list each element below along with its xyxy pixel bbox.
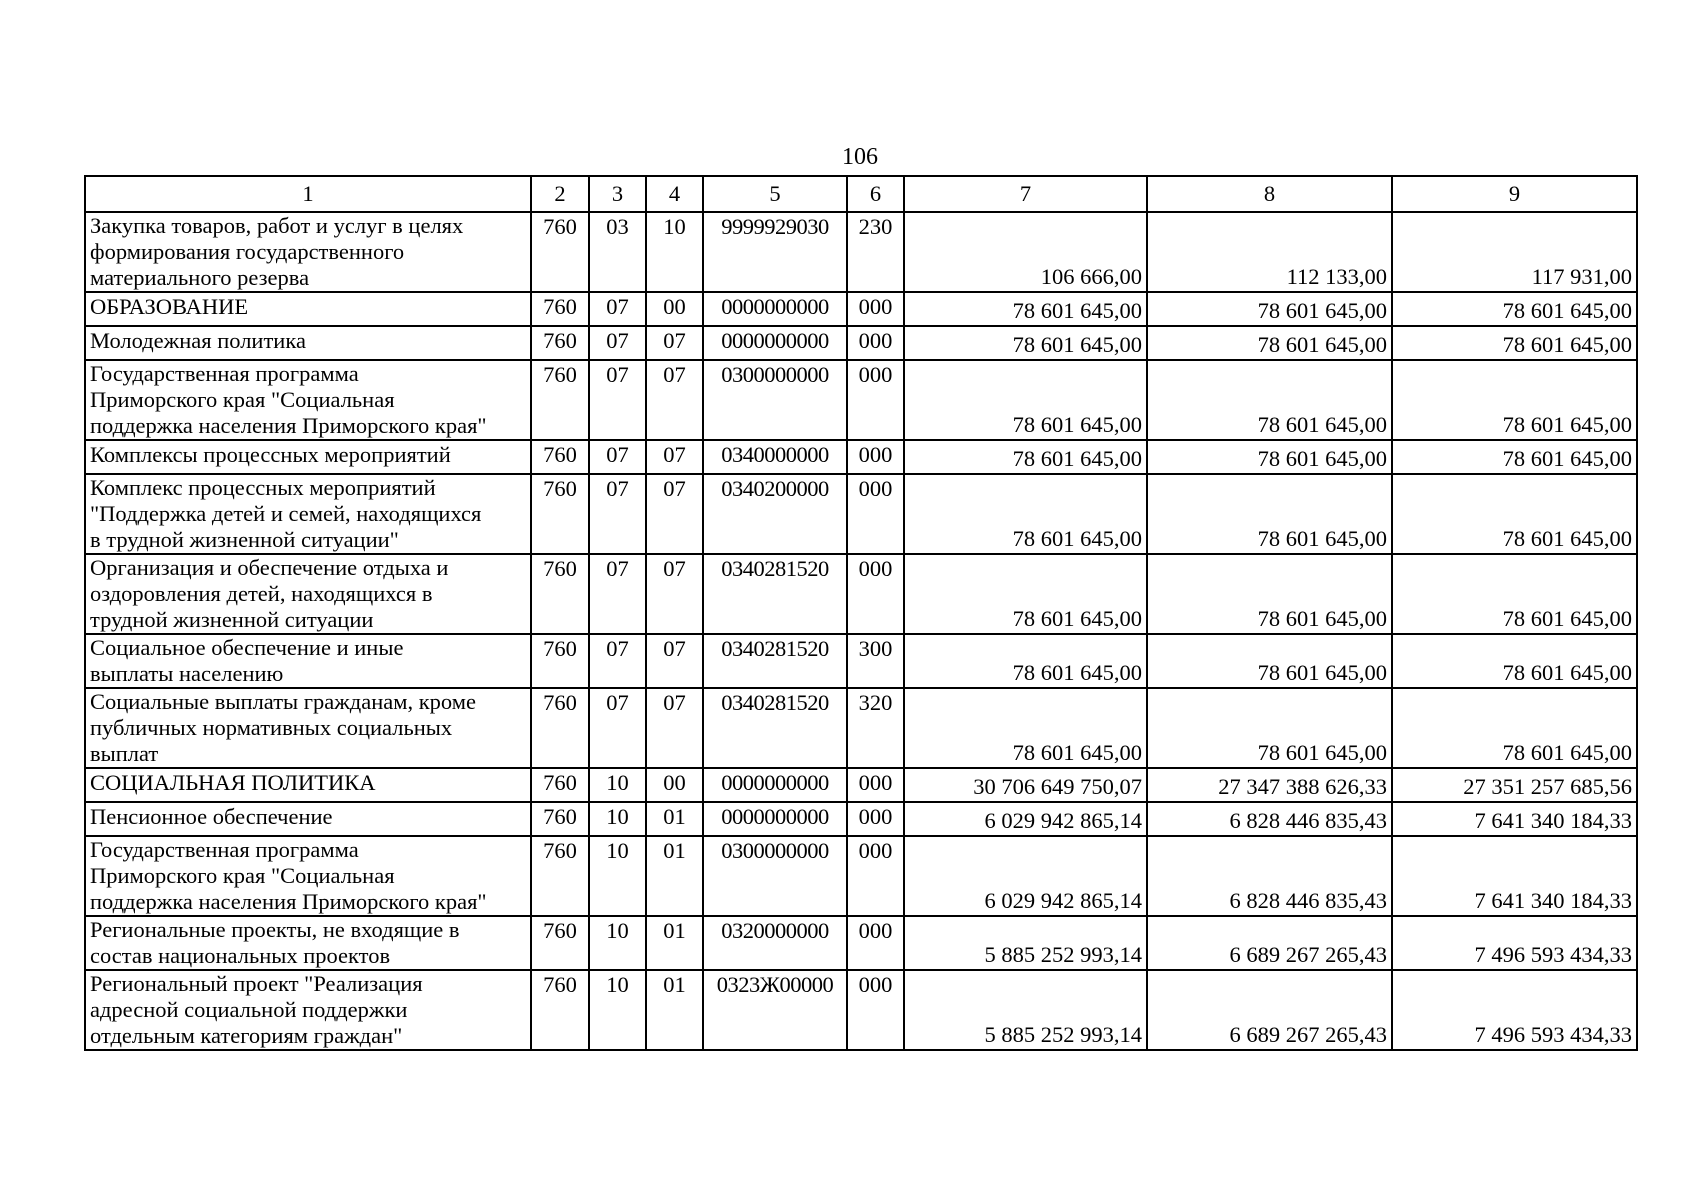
code-column-2: 760 <box>531 440 589 474</box>
row-name-line: Молодежная политика <box>90 328 306 353</box>
code-column-5: 0340281520 <box>703 554 847 634</box>
row-name-line: материального резерва <box>90 265 310 290</box>
code-column-5: 0000000000 <box>703 292 847 326</box>
row-name-line: Социальное обеспечение и иные <box>90 635 404 660</box>
code-column-4: 10 <box>646 212 703 292</box>
code-column-4: 07 <box>646 474 703 554</box>
row-name-line: Комплекс процессных мероприятий <box>90 475 436 500</box>
row-name-cell <box>85 474 531 554</box>
code-column-3: 10 <box>589 836 646 916</box>
code-column-5: 0340200000 <box>703 474 847 554</box>
amount-column-9: 78 601 645,00 <box>1392 326 1637 360</box>
amount-column-9: 27 351 257 685,56 <box>1392 768 1637 802</box>
code-column-3: 07 <box>589 554 646 634</box>
code-column-3: 10 <box>589 970 646 1050</box>
row-name-line: Приморского края "Социальная <box>90 863 395 888</box>
code-column-5: 0340281520 <box>703 688 847 768</box>
row-name-line: выплат <box>90 741 159 766</box>
amount-column-9: 78 601 645,00 <box>1392 360 1637 440</box>
amount-column-8: 6 689 267 265,43 <box>1147 916 1392 970</box>
table-row <box>85 634 1637 688</box>
table-row <box>85 688 1637 768</box>
code-column-4: 00 <box>646 292 703 326</box>
row-name-cell <box>85 916 531 970</box>
code-column-5: 0000000000 <box>703 326 847 360</box>
code-column-6: 000 <box>847 916 904 970</box>
table-row <box>85 440 1637 474</box>
code-column-6: 300 <box>847 634 904 688</box>
amount-column-9: 117 931,00 <box>1392 212 1637 292</box>
amount-column-7: 5 885 252 993,14 <box>904 970 1147 1050</box>
amount-column-7: 6 029 942 865,14 <box>904 836 1147 916</box>
row-name-cell <box>85 360 531 440</box>
amount-column-7: 78 601 645,00 <box>904 326 1147 360</box>
amount-column-8: 78 601 645,00 <box>1147 440 1392 474</box>
code-column-4: 07 <box>646 634 703 688</box>
code-column-5: 0000000000 <box>703 768 847 802</box>
row-name-line: Региональные проекты, не входящие в <box>90 917 460 942</box>
amount-column-8: 78 601 645,00 <box>1147 688 1392 768</box>
row-name-cell <box>85 688 531 768</box>
code-column-6: 320 <box>847 688 904 768</box>
code-column-4: 07 <box>646 554 703 634</box>
row-name-line: трудной жизненной ситуации <box>90 607 374 632</box>
amount-column-7: 78 601 645,00 <box>904 440 1147 474</box>
table-row <box>85 916 1637 970</box>
code-column-5: 0000000000 <box>703 802 847 836</box>
code-column-6: 230 <box>847 212 904 292</box>
page-number: 106 <box>842 144 878 170</box>
row-name-line: Комплексы процессных мероприятий <box>90 442 451 467</box>
amount-column-9: 78 601 645,00 <box>1392 440 1637 474</box>
row-name-line: публичных нормативных социальных <box>90 715 453 740</box>
code-column-4: 07 <box>646 688 703 768</box>
code-column-4: 00 <box>646 768 703 802</box>
code-column-2: 760 <box>531 554 589 634</box>
column-header-1: 1 <box>85 176 531 212</box>
amount-column-7: 6 029 942 865,14 <box>904 802 1147 836</box>
code-column-3: 10 <box>589 768 646 802</box>
row-name-cell <box>85 768 531 802</box>
amount-column-8: 78 601 645,00 <box>1147 326 1392 360</box>
row-name-line: выплаты населению <box>90 661 284 686</box>
column-header-7: 7 <box>904 176 1147 212</box>
code-column-6: 000 <box>847 768 904 802</box>
row-name-line: Закупка товаров, работ и услуг в целях <box>90 213 464 238</box>
code-column-5: 0300000000 <box>703 360 847 440</box>
row-name-line: Пенсионное обеспечение <box>90 804 333 829</box>
row-name-line: отдельным категориям граждан" <box>90 1023 403 1048</box>
table-row <box>85 970 1637 1050</box>
amount-column-8: 112 133,00 <box>1147 212 1392 292</box>
code-column-4: 01 <box>646 836 703 916</box>
amount-column-8: 6 828 446 835,43 <box>1147 802 1392 836</box>
code-column-2: 760 <box>531 802 589 836</box>
amount-column-9: 78 601 645,00 <box>1392 292 1637 326</box>
code-column-2: 760 <box>531 360 589 440</box>
table-row <box>85 326 1637 360</box>
row-name-cell <box>85 440 531 474</box>
column-header-2: 2 <box>531 176 589 212</box>
code-column-2: 760 <box>531 212 589 292</box>
table-row <box>85 554 1637 634</box>
code-column-2: 760 <box>531 768 589 802</box>
row-name-line: в трудной жизненной ситуации" <box>90 527 399 552</box>
amount-column-8: 78 601 645,00 <box>1147 360 1392 440</box>
row-name-cell <box>85 634 531 688</box>
row-name-line: поддержка населения Приморского края" <box>90 889 487 914</box>
code-column-6: 000 <box>847 554 904 634</box>
code-column-3: 07 <box>589 474 646 554</box>
column-header-3: 3 <box>589 176 646 212</box>
row-name-cell <box>85 970 531 1050</box>
row-name-line: поддержка населения Приморского края" <box>90 413 487 438</box>
code-column-6: 000 <box>847 970 904 1050</box>
header-row <box>85 176 1637 212</box>
amount-column-8: 6 689 267 265,43 <box>1147 970 1392 1050</box>
row-name-line: "Поддержка детей и семей, находящихся <box>90 501 482 526</box>
code-column-3: 07 <box>589 292 646 326</box>
amount-column-9: 7 641 340 184,33 <box>1392 802 1637 836</box>
amount-column-7: 30 706 649 750,07 <box>904 768 1147 802</box>
amount-column-7: 78 601 645,00 <box>904 554 1147 634</box>
code-column-4: 07 <box>646 440 703 474</box>
code-column-6: 000 <box>847 474 904 554</box>
amount-column-8: 78 601 645,00 <box>1147 474 1392 554</box>
code-column-2: 760 <box>531 916 589 970</box>
row-name-line: Региональный проект "Реализация <box>90 971 423 996</box>
column-header-8: 8 <box>1147 176 1392 212</box>
table-row <box>85 212 1637 292</box>
amount-column-9: 7 496 593 434,33 <box>1392 916 1637 970</box>
amount-column-8: 6 828 446 835,43 <box>1147 836 1392 916</box>
code-column-3: 07 <box>589 688 646 768</box>
code-column-5: 0340000000 <box>703 440 847 474</box>
code-column-5: 9999929030 <box>703 212 847 292</box>
table-row <box>85 292 1637 326</box>
amount-column-9: 7 641 340 184,33 <box>1392 836 1637 916</box>
table-row <box>85 474 1637 554</box>
code-column-6: 000 <box>847 836 904 916</box>
table-row <box>85 768 1637 802</box>
row-name-cell <box>85 802 531 836</box>
amount-column-7: 78 601 645,00 <box>904 360 1147 440</box>
code-column-2: 760 <box>531 634 589 688</box>
amount-column-7: 78 601 645,00 <box>904 292 1147 326</box>
row-name-cell <box>85 554 531 634</box>
code-column-3: 03 <box>589 212 646 292</box>
code-column-2: 760 <box>531 688 589 768</box>
code-column-2: 760 <box>531 326 589 360</box>
row-name-line: ОБРАЗОВАНИЕ <box>90 294 249 319</box>
row-name-line: Приморского края "Социальная <box>90 387 395 412</box>
row-name-line: оздоровления детей, находящихся в <box>90 581 433 606</box>
table-body <box>85 212 1637 1050</box>
row-name-line: адресной социальной поддержки <box>90 997 408 1022</box>
code-column-5: 0340281520 <box>703 634 847 688</box>
row-name-line: формирования государственного <box>90 239 405 264</box>
table-row <box>85 802 1637 836</box>
code-column-5: 0323Ж00000 <box>703 970 847 1050</box>
amount-column-9: 78 601 645,00 <box>1392 554 1637 634</box>
code-column-3: 07 <box>589 326 646 360</box>
amount-column-8: 78 601 645,00 <box>1147 292 1392 326</box>
amount-column-9: 78 601 645,00 <box>1392 634 1637 688</box>
row-name-line: Государственная программа <box>90 837 359 862</box>
code-column-5: 0300000000 <box>703 836 847 916</box>
budget-table <box>84 175 1638 1051</box>
amount-column-7: 78 601 645,00 <box>904 688 1147 768</box>
code-column-6: 000 <box>847 440 904 474</box>
amount-column-8: 78 601 645,00 <box>1147 634 1392 688</box>
code-column-3: 07 <box>589 440 646 474</box>
column-header-6: 6 <box>847 176 904 212</box>
row-name-cell <box>85 836 531 916</box>
code-column-2: 760 <box>531 970 589 1050</box>
code-column-2: 760 <box>531 292 589 326</box>
amount-column-9: 78 601 645,00 <box>1392 474 1637 554</box>
code-column-4: 01 <box>646 916 703 970</box>
code-column-5: 0320000000 <box>703 916 847 970</box>
column-header-5: 5 <box>703 176 847 212</box>
code-column-6: 000 <box>847 802 904 836</box>
code-column-4: 07 <box>646 326 703 360</box>
row-name-line: Государственная программа <box>90 361 359 386</box>
row-name-cell <box>85 292 531 326</box>
code-column-2: 760 <box>531 474 589 554</box>
column-header-9: 9 <box>1392 176 1637 212</box>
amount-column-7: 5 885 252 993,14 <box>904 916 1147 970</box>
code-column-6: 000 <box>847 292 904 326</box>
table-row <box>85 360 1637 440</box>
code-column-3: 07 <box>589 634 646 688</box>
code-column-2: 760 <box>531 836 589 916</box>
amount-column-7: 106 666,00 <box>904 212 1147 292</box>
row-name-line: состав национальных проектов <box>90 943 391 968</box>
row-name-cell <box>85 326 531 360</box>
code-column-4: 01 <box>646 970 703 1050</box>
code-column-6: 000 <box>847 360 904 440</box>
amount-column-8: 78 601 645,00 <box>1147 554 1392 634</box>
code-column-6: 000 <box>847 326 904 360</box>
code-column-4: 07 <box>646 360 703 440</box>
amount-column-9: 7 496 593 434,33 <box>1392 970 1637 1050</box>
amount-column-9: 78 601 645,00 <box>1392 688 1637 768</box>
row-name-line: СОЦИАЛЬНАЯ ПОЛИТИКА <box>90 770 376 795</box>
code-column-4: 01 <box>646 802 703 836</box>
amount-column-7: 78 601 645,00 <box>904 634 1147 688</box>
row-name-cell <box>85 212 531 292</box>
row-name-line: Организация и обеспечение отдыха и <box>90 555 449 580</box>
table-row <box>85 836 1637 916</box>
amount-column-8: 27 347 388 626,33 <box>1147 768 1392 802</box>
code-column-3: 10 <box>589 802 646 836</box>
row-name-line: Социальные выплаты гражданам, кроме <box>90 689 476 714</box>
code-column-3: 10 <box>589 916 646 970</box>
amount-column-7: 78 601 645,00 <box>904 474 1147 554</box>
code-column-3: 07 <box>589 360 646 440</box>
column-header-4: 4 <box>646 176 703 212</box>
